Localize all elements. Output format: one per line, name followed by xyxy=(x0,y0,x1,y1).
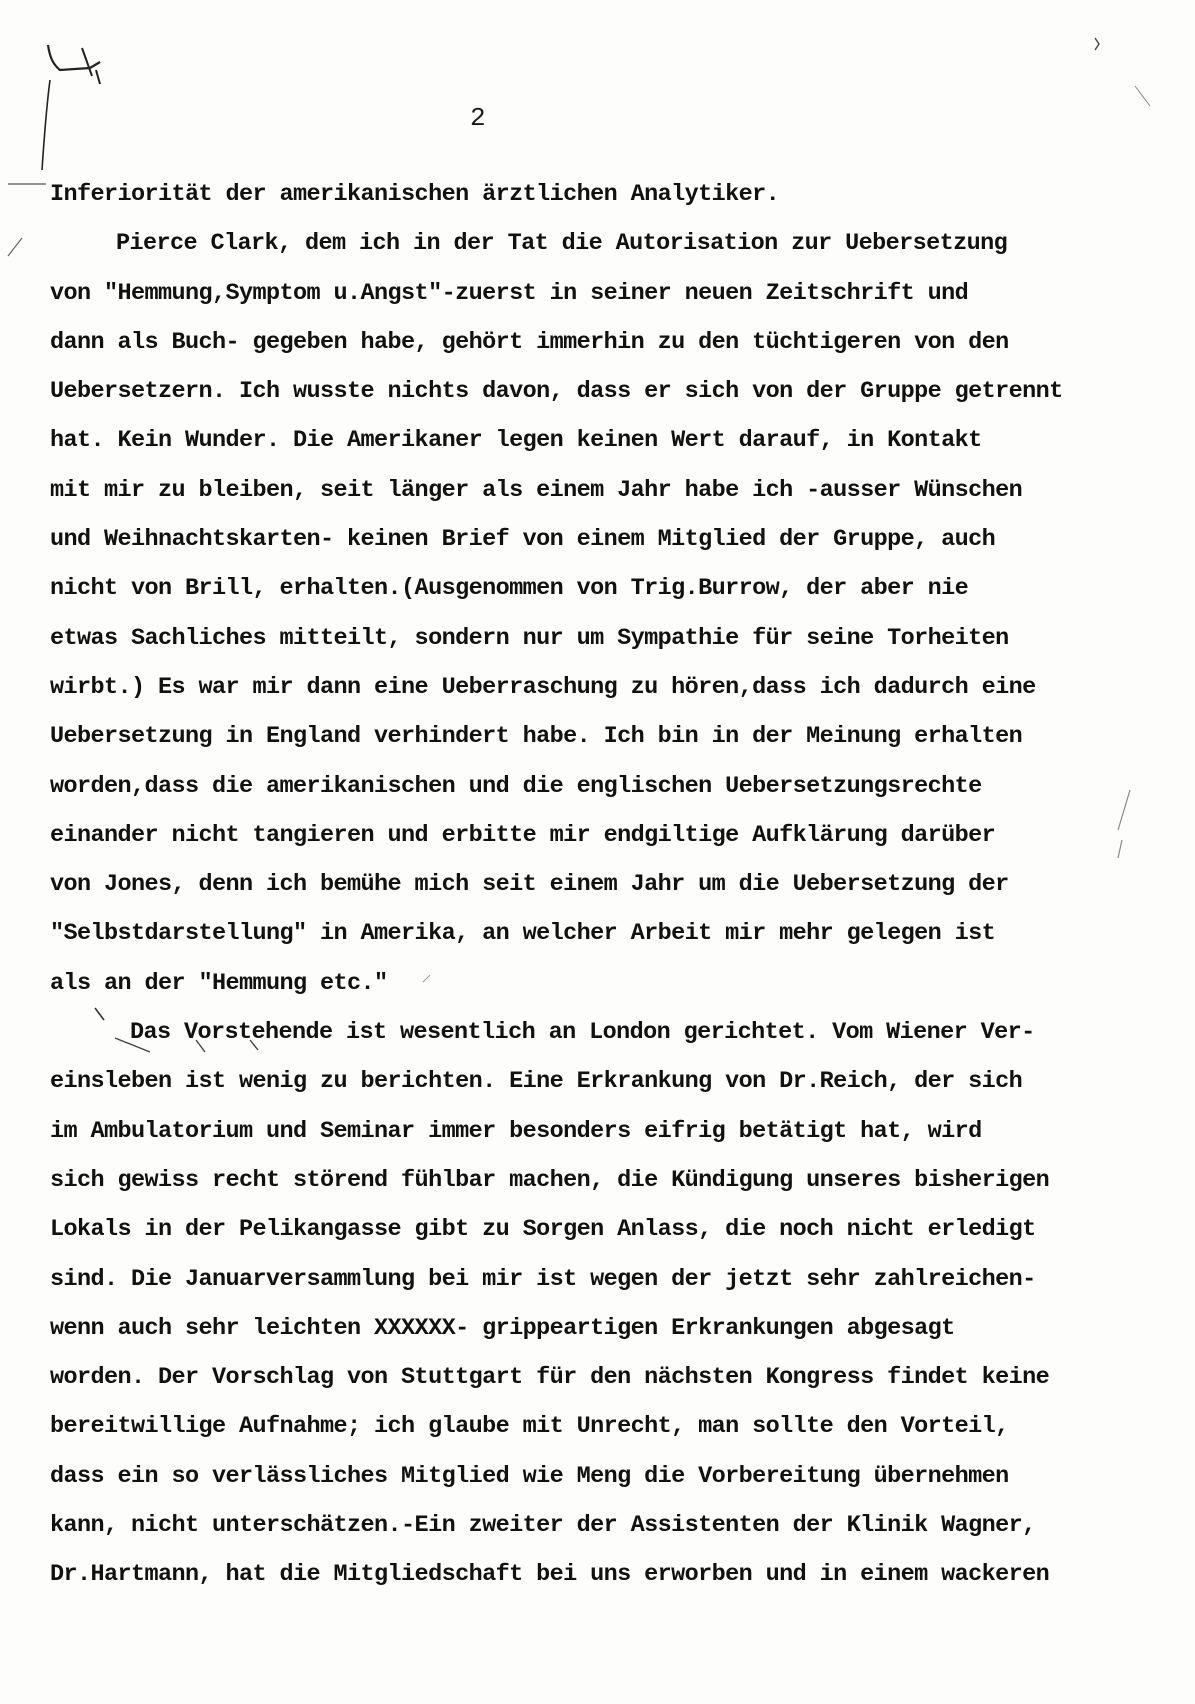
text-line: hat. Kein Wunder. Die Amerikaner legen keinen Wert darauf, in Kontakt xyxy=(50,427,982,455)
page-number: 2 xyxy=(470,103,486,133)
text-line: wenn auch sehr leichten XXXXXX- grippeartigen Erkrankungen abgesagt xyxy=(50,1314,955,1342)
text-line: im Ambulatorium und Seminar immer besonders eifrig betätigt hat, wird xyxy=(50,1117,982,1145)
text-line: mit mir zu bleiben, seit länger als einem Jahr habe ich -ausser Wünschen xyxy=(50,476,1023,504)
text-line: Uebersetzung in England verhindert habe. Ich bin in der Meinung erhalten xyxy=(50,723,1023,751)
text-line: etwas Sachliches mitteilt, sondern nur um Sympathie für seine Torheiten xyxy=(50,624,1009,652)
text-line: Dr.Hartmann, hat die Mitgliedschaft bei uns erworben und in einem wackeren xyxy=(50,1561,1050,1589)
text-line: einander nicht tangieren und erbitte mir endgiltige Aufklärung darüber xyxy=(50,821,996,849)
text-line: dann als Buch- gegeben habe, gehört immerhin zu den tüchtigeren von den xyxy=(50,328,1009,356)
text-line: Pierce Clark, dem ich in der Tat die Autorisation zur Uebersetzung xyxy=(116,230,1008,258)
text-line: Das Vorstehende ist wesentlich an London gerichtet. Vom Wiener Ver- xyxy=(130,1019,1035,1047)
text-line: sind. Die Januarversammlung bei mir ist wegen der jetzt sehr zahlreichen- xyxy=(50,1265,1036,1293)
text-line: von "Hemmung,Symptom u.Angst"-zuerst in seiner neuen Zeitschrift und xyxy=(50,279,969,307)
text-line: bereitwillige Aufnahme; ich glaube mit Unrecht, man sollte den Vorteil, xyxy=(50,1413,1009,1441)
text-line: und Weihnachtskarten- keinen Brief von einem Mitglied der Gruppe, auch xyxy=(50,526,996,554)
text-line: einsleben ist wenig zu berichten. Eine Erkrankung von Dr.Reich, der sich xyxy=(50,1068,1023,1096)
text-line: wirbt.) Es war mir dann eine Ueberraschung zu hören,dass ich dadurch eine xyxy=(50,673,1036,701)
text-line: Uebersetzern. Ich wusste nichts davon, dass er sich von der Gruppe getrennt xyxy=(50,378,1063,406)
text-line: von Jones, denn ich bemühe mich seit einem Jahr um die Uebersetzung der xyxy=(50,871,1009,899)
text-line: Lokals in der Pelikangasse gibt zu Sorgen Anlass, die noch nicht erledigt xyxy=(50,1216,1036,1244)
text-line: worden,dass die amerikanischen und die englischen Uebersetzungsrechte xyxy=(50,772,982,800)
text-line: sich gewiss recht störend fühlbar machen, die Kündigung unseres bisherigen xyxy=(50,1166,1050,1194)
text-line: Inferiorität der amerikanischen ärztlichen Analytiker. xyxy=(50,181,780,208)
text-line: dass ein so verlässliches Mitglied wie Meng die Vorbereitung übernehmen xyxy=(50,1462,1009,1490)
text-line: kann, nicht unterschätzen.-Ein zweiter der Assistenten der Klinik Wagner, xyxy=(50,1512,1036,1540)
text-line: "Selbstdarstellung" in Amerika, an welcher Arbeit mir mehr gelegen ist xyxy=(50,920,996,948)
text-line: worden. Der Vorschlag von Stuttgart für den nächsten Kongress findet keine xyxy=(50,1364,1050,1392)
letter-body xyxy=(50,170,1160,1600)
text-line: als an der "Hemmung etc." xyxy=(50,969,388,997)
text-line: nicht von Brill, erhalten.(Ausgenommen von Trig.Burrow, der aber nie xyxy=(50,575,969,603)
